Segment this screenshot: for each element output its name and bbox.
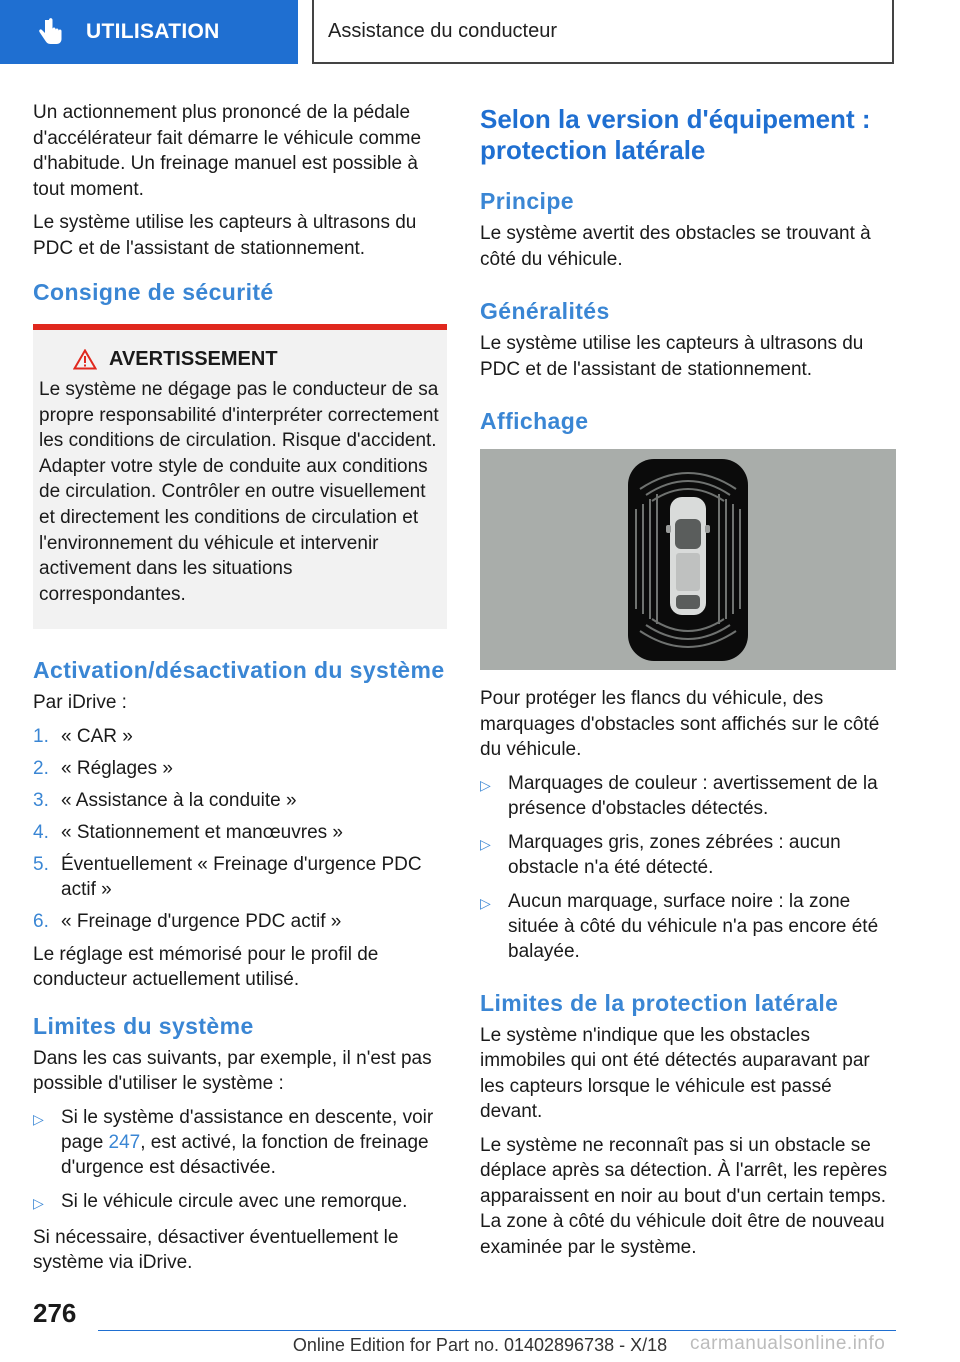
edition-text: Online Edition for Part no. 01402896738 - X/18	[292, 1335, 668, 1355]
general-text: Le système utilise les capteurs à ultrasons du PDC et de l'assistant de stationnement.	[480, 333, 864, 380]
chapter-tab	[312, 0, 894, 64]
step-item: 1. « CAR »	[33, 725, 133, 747]
page-link[interactable]: 247	[108, 1131, 141, 1153]
side-protection-figure	[480, 449, 896, 670]
idrive-steps	[33, 724, 447, 934]
main-heading: Selon la version d'équipement : protection latérale	[480, 104, 871, 165]
general-heading: Généralités	[480, 298, 610, 324]
step-item: 4. « Stationnement et manœuvres »	[33, 821, 343, 843]
list-item: ▷ Si le véhicule circule avec une remorque.	[33, 1189, 447, 1216]
vehicle-top-view-image	[480, 449, 896, 670]
triangle-bullet-icon: ▷	[33, 1194, 44, 1211]
warning-text: Le système ne dégage pas le conducteur de sa propre responsabilité d'interpréter correctement les conditions de circulation. Risque d'accident. Adapter votre style de conduite aux conditions de circulation. Contrôler en outre visuellement et directement les conditions de circulation et l'environnement du véhicule et intervenir activement dans les situations correspondantes.	[39, 379, 439, 605]
limits-note: Si nécessaire, désactiver éventuellement le système via iDrive.	[33, 1226, 399, 1274]
triangle-bullet-icon: ▷	[33, 1110, 44, 1127]
warning-triangle-icon	[73, 349, 97, 370]
warning-label: AVERTISSEMENT	[109, 348, 278, 370]
activation-note: Le réglage est mémorisé pour le profil de conducteur actuellement utilisé.	[33, 943, 379, 991]
markings-list	[480, 771, 896, 964]
limits-intro: Dans les cas suivants, par exemple, il n'est pas possible d'utiliser le système :	[33, 1047, 432, 1095]
step-item: 6. « Freinage d'urgence PDC actif »	[33, 910, 342, 932]
chapter-title: Assistance du conducteur	[328, 19, 558, 42]
page-number: 276	[33, 1298, 77, 1328]
warning-box	[33, 324, 447, 629]
display-heading: Affichage	[480, 408, 589, 434]
section-title: UTILISATION	[86, 20, 220, 43]
principle-text: Le système avertit des obstacles se trouvant à côté du véhicule.	[480, 223, 871, 270]
hand-pointer-icon	[36, 17, 66, 47]
intro-paragraph: Un actionnement plus prononcé de la pédale d'accélérateur fait démarre le véhicule comme d'habitude. Un freinage manuel est possible à tout moment.	[33, 102, 422, 200]
triangle-bullet-icon: ▷	[480, 894, 491, 911]
activation-heading: Activation/désactivation du système	[33, 657, 445, 684]
right-column	[480, 100, 896, 1268]
intro-paragraph-2: Le système utilise les capteurs à ultrasons du PDC et de l'assistant de stationnement.	[33, 212, 417, 259]
left-column	[33, 100, 447, 1284]
side-limits-text: Le système n'indique que les obstacles immobiles qui ont été détectés auparavant par les capteurs lorsque le véhicule est passé devant.	[480, 1024, 870, 1122]
safety-heading: Consigne de sécurité	[33, 279, 274, 305]
step-item: 5. Éventuellement « Freinage d'urgence PDC actif »	[33, 853, 422, 900]
side-limits-text-2: Le système ne reconnaît pas si un obstacle se déplace après sa détection. À l'arrêt, les repères apparaissent en noir au bout d'un certain temps. La zone à côté du véhicule doit être de nouveau examinée par le système.	[480, 1134, 888, 1258]
side-limits-heading: Limites de la protection latérale	[480, 989, 839, 1016]
section-header	[0, 0, 298, 64]
list-item: ▷ Marquages gris, zones zébrées : aucun obstacle n'a été détecté.	[480, 831, 841, 878]
list-item: ▷ Aucun marquage, surface noire : la zone située à côté du véhicule n'a pas encore été balayée.	[480, 890, 879, 962]
list-item: ▷ Si le système d'assistance en descente, voir page 247, est activé, la fonction de freinage d'urgence est désactivée.	[33, 1106, 434, 1178]
activation-intro: Par iDrive :	[33, 692, 127, 714]
triangle-bullet-icon: ▷	[480, 835, 491, 852]
display-text: Pour protéger les flancs du véhicule, des marquages d'obstacles sont affichés sur le côté du véhicule.	[480, 688, 880, 760]
footer-rule	[98, 1330, 896, 1331]
principle-heading: Principe	[480, 188, 574, 214]
list-item: ▷ Marquages de couleur : avertissement de la présence d'obstacles détectés.	[480, 772, 878, 819]
warning-title	[73, 348, 439, 371]
limits-list	[33, 1105, 447, 1216]
triangle-bullet-icon: ▷	[480, 776, 491, 793]
step-item: 3. « Assistance à la conduite »	[33, 789, 297, 811]
step-item: 2. « Réglages »	[33, 757, 173, 779]
watermark: carmanualsonline.info	[690, 1333, 886, 1354]
limits-heading: Limites du système	[33, 1012, 254, 1039]
